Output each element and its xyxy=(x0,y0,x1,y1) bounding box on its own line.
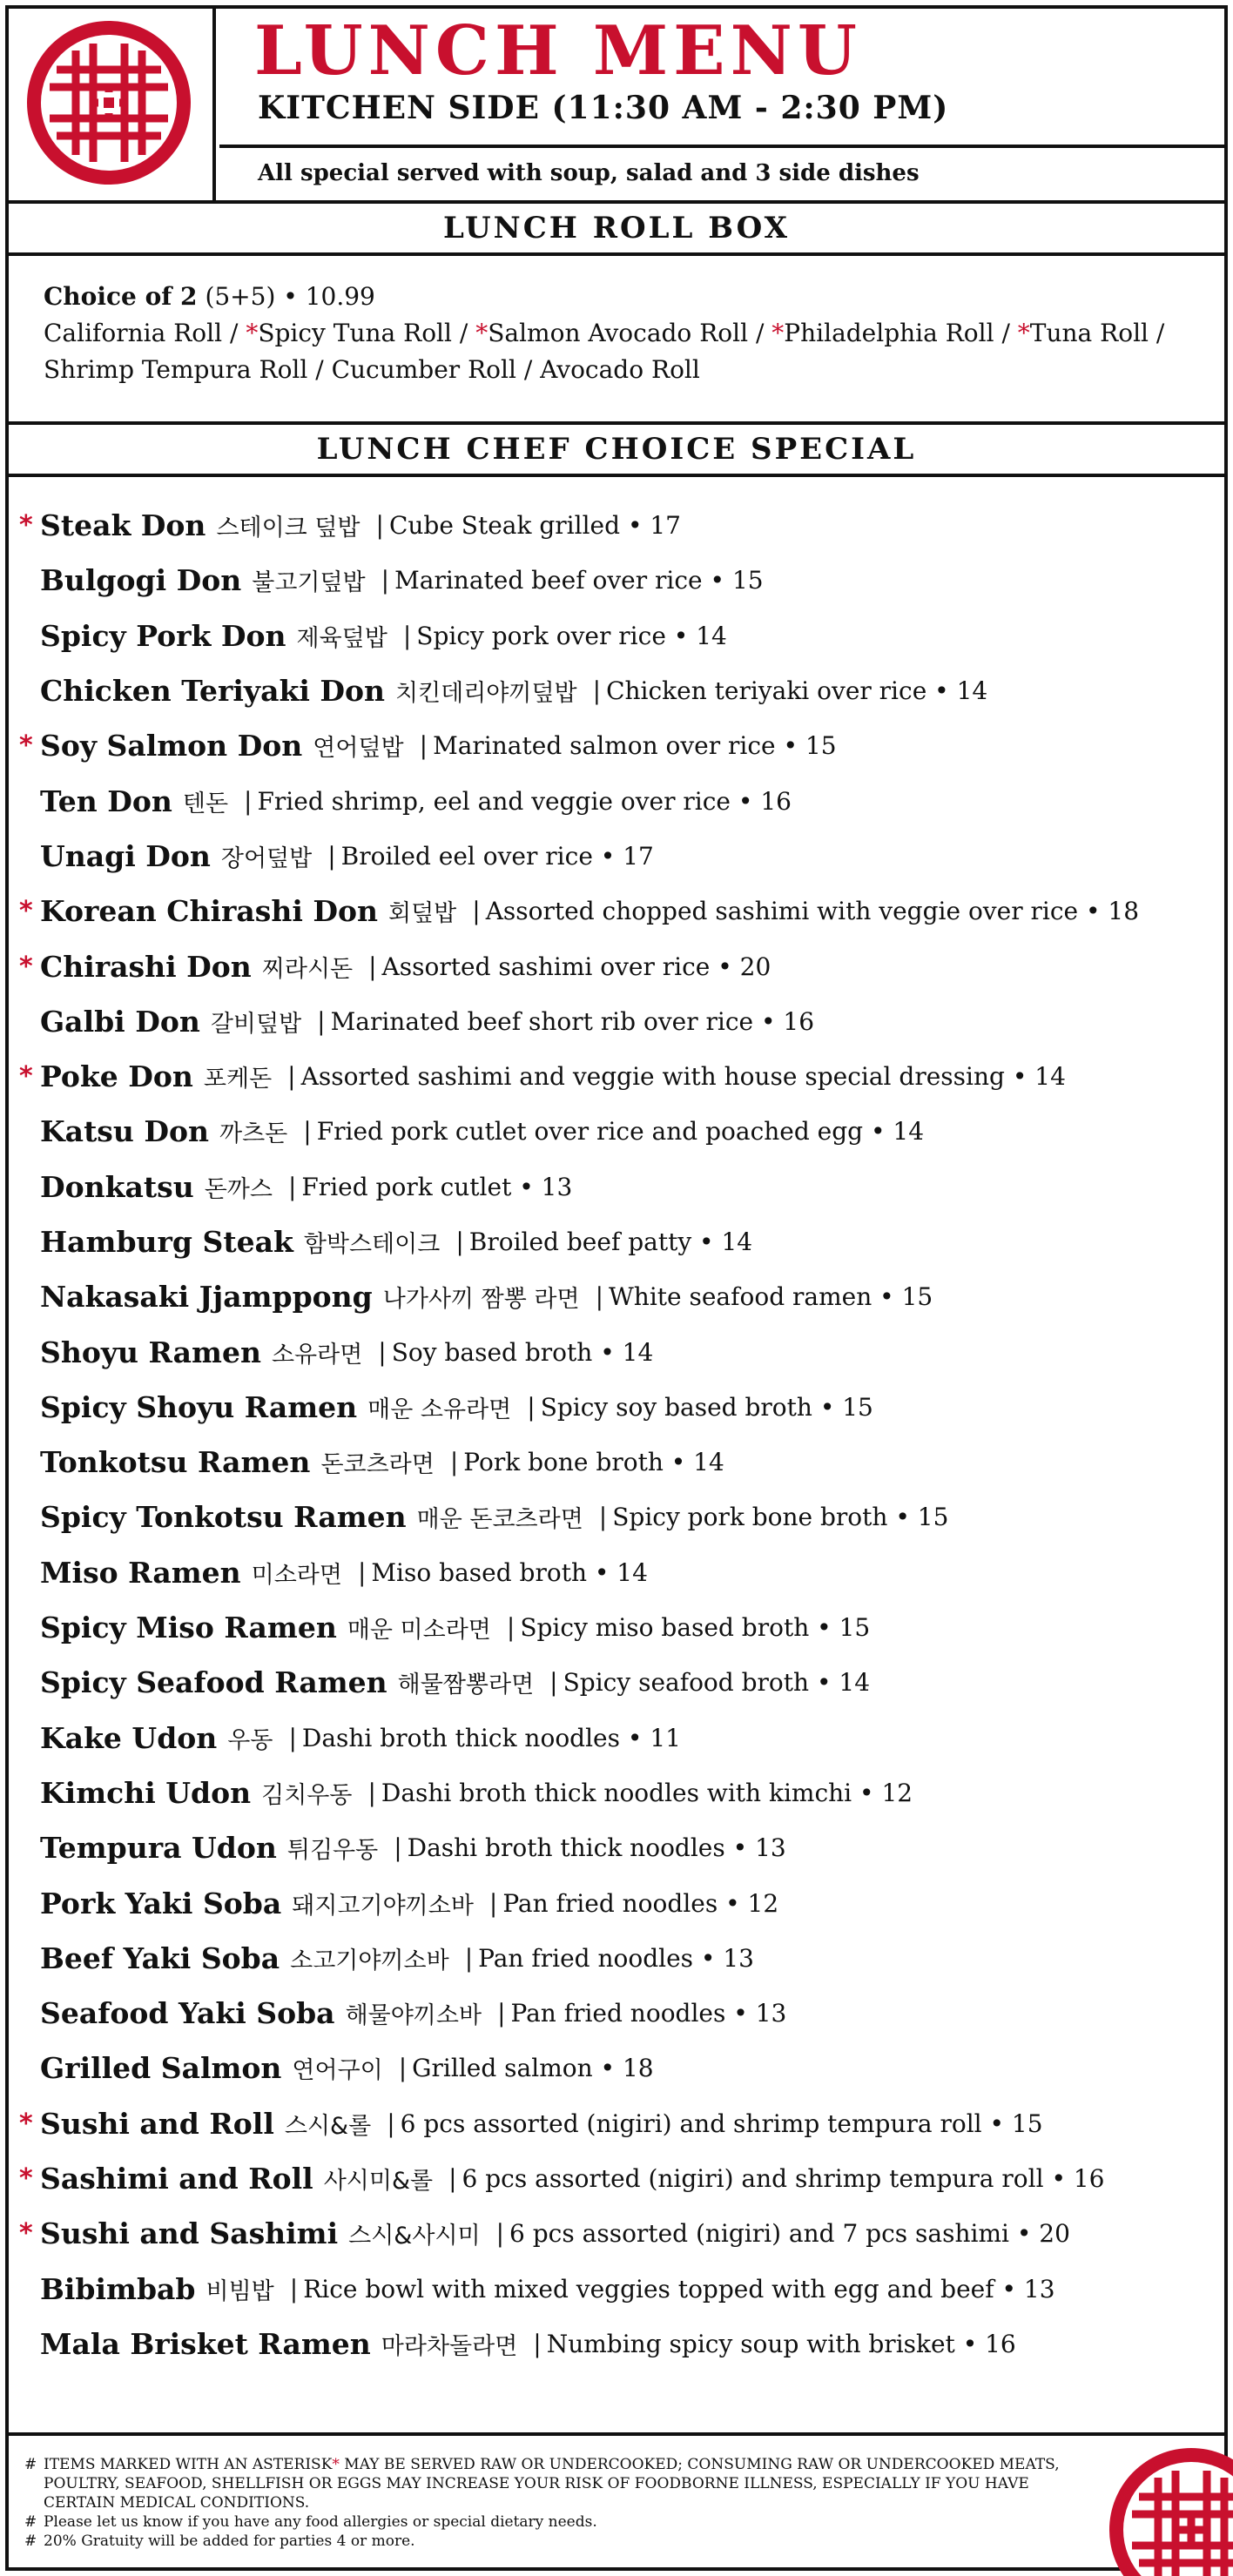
menu-item xyxy=(19,2151,1221,2206)
menu-item-description-text: Spicy soy based broth • 15 xyxy=(540,1392,873,1422)
roll-option xyxy=(1018,319,1149,347)
menu-item xyxy=(19,1820,1221,1875)
footer-gratuity xyxy=(24,2532,1061,2551)
menu-item-name: Mala Brisket Ramen xyxy=(40,2326,371,2361)
menu-item-name: Nakasaki Jjamppong xyxy=(40,1280,373,1315)
menu-item-description-text: 6 pcs assorted (nigiri) and 7 pcs sashimi • 20 xyxy=(509,2219,1070,2249)
menu-item-description: | Numbing spicy soup with brisket • 16 xyxy=(533,2329,1016,2358)
menu-item-korean-name: 마라차돌라면 xyxy=(381,2332,518,2360)
menu-item-description: | Spicy pork over rice • 14 xyxy=(402,621,727,650)
raw-asterisk: * xyxy=(19,896,33,927)
menu-item-name: Kimchi Udon xyxy=(40,1775,252,1810)
menu-item-name: Tempura Udon xyxy=(40,1831,277,1866)
menu-item-name: Grilled Salmon xyxy=(40,2051,282,2086)
menu-item-name: Shoyu Ramen xyxy=(40,1335,261,1369)
menu-item-korean-name: 장어덮밥 xyxy=(220,844,313,872)
menu-item-korean-name: 회덮밥 xyxy=(388,900,457,928)
menu-item-description-text: Pan fried noodles • 13 xyxy=(478,1943,754,1973)
roll-name: Spicy Tuna Roll xyxy=(258,319,452,347)
menu-item-description-text: Grilled salmon • 18 xyxy=(412,2054,654,2083)
menu-item-name: Spicy Shoyu Ramen xyxy=(40,1389,358,1424)
menu-item-description: | Dashi broth thick noodles • 11 xyxy=(288,1723,681,1752)
menu-item-korean-name: 튀김우동 xyxy=(286,1837,379,1865)
menu-item-description-text: Marinated salmon over rice • 15 xyxy=(433,731,837,761)
menu-item-name: Katsu Don xyxy=(40,1114,209,1149)
roll-name: Shrimp Tempura Roll xyxy=(44,355,308,384)
menu-item-description-text: Pan fried noodles • 13 xyxy=(510,1999,787,2028)
menu-item-name: Soy Salmon Don xyxy=(40,729,303,763)
menu-item-description: | Pan fried noodles • 13 xyxy=(497,1999,787,2028)
raw-asterisk: * xyxy=(19,730,33,762)
menu-item-name: Galbi Don xyxy=(40,1004,200,1039)
menu-item-description: | Cube Steak grilled • 17 xyxy=(375,511,681,541)
footer-bullet: # xyxy=(24,2532,37,2550)
menu-item-korean-name: 까츠돈 xyxy=(219,1120,288,1148)
roll-name: Cucumber Roll xyxy=(331,355,516,384)
menu-item-description-text: Spicy pork over rice • 14 xyxy=(416,621,727,650)
menu-item-description: | Spicy pork bone broth • 15 xyxy=(598,1503,949,1532)
menu-item-description-text: Broiled eel over rice • 17 xyxy=(340,841,654,871)
roll-box-content xyxy=(44,279,1193,388)
menu-item-description-text: Dashi broth thick noodles • 13 xyxy=(407,1833,786,1863)
menu-item xyxy=(19,663,1221,718)
allergy-note: Please let us know if you have any food allergies or special dietary needs. xyxy=(44,2513,597,2531)
menu-item-name: Miso Ramen xyxy=(40,1555,241,1590)
menu-item xyxy=(19,1655,1221,1710)
menu-item-description-text: 6 pcs assorted (nigiri) and shrimp tempura roll • 15 xyxy=(400,2109,1043,2138)
menu-item xyxy=(19,1214,1221,1269)
roll-option xyxy=(475,319,748,347)
menu-item-description-text: Pork bone broth • 14 xyxy=(463,1448,724,1477)
menu-item-name: Kake Udon xyxy=(40,1720,218,1755)
menu-item-name: Sashimi and Roll xyxy=(40,2162,313,2196)
menu-item xyxy=(19,1049,1221,1104)
roll-option xyxy=(332,355,516,384)
menu-item-name: Chirashi Don xyxy=(40,949,252,984)
red-circular-lattice-logo-icon xyxy=(22,16,196,190)
menu-item-description-text: Spicy pork bone broth • 15 xyxy=(612,1503,949,1532)
footer-bullet: # xyxy=(24,2513,37,2531)
menu-item xyxy=(19,609,1221,663)
roll-name: Philadelphia Roll xyxy=(784,319,994,347)
roll-name: California Roll xyxy=(44,319,223,347)
menu-item-description-text: Spicy seafood broth • 14 xyxy=(563,1668,871,1698)
menu-item-description: | Assorted sashimi over rice • 20 xyxy=(368,952,771,981)
menu-item-name: Ten Don xyxy=(40,784,172,818)
menu-item-description: | 6 pcs assorted (nigiri) and 7 pcs sashimi • 20 xyxy=(495,2219,1070,2249)
menu-item-name: Pork Yaki Soba xyxy=(40,1886,282,1920)
menu-item xyxy=(19,2262,1221,2317)
footer-notes xyxy=(24,2455,1061,2551)
menu-item-description-text: Numbing spicy soup with brisket • 16 xyxy=(546,2329,1016,2358)
menu-item xyxy=(19,938,1221,993)
roll-name: Tuna Roll xyxy=(1029,319,1149,347)
raw-asterisk: * xyxy=(771,319,785,347)
menu-item-description: | Marinated salmon over rice • 15 xyxy=(419,731,837,761)
warning-text-start: ITEMS MARKED WITH AN ASTERISK xyxy=(44,2456,333,2473)
menu-item xyxy=(19,498,1221,553)
menu-item-korean-name: 김치우동 xyxy=(261,1781,353,1809)
footer-warning xyxy=(24,2455,1061,2512)
raw-asterisk: * xyxy=(19,2163,33,2195)
menu-item xyxy=(19,1380,1221,1435)
menu-item-korean-name: 텐돈 xyxy=(182,790,229,817)
menu-item-description-text: Dashi broth thick noodles • 11 xyxy=(301,1723,681,1752)
menu-item xyxy=(19,2096,1221,2151)
menu-item xyxy=(19,829,1221,884)
menu-item-description-text: Cube Steak grilled • 17 xyxy=(388,511,681,541)
raw-food-warning xyxy=(44,2455,1061,2512)
menu-item-description-text: Dashi broth thick noodles with kimchi • 12 xyxy=(381,1778,913,1807)
menu-item-korean-name: 우동 xyxy=(227,1726,273,1754)
roll-option xyxy=(540,355,700,384)
raw-asterisk: * xyxy=(19,2218,33,2250)
header-divider xyxy=(219,145,1228,148)
menu-item-description-text: Broiled beef patty • 14 xyxy=(468,1227,753,1256)
raw-asterisk: * xyxy=(19,951,33,982)
menu-item-description: | Assorted chopped sashimi with veggie over rice • 18 xyxy=(472,897,1140,926)
roll-name: Salmon Avocado Roll xyxy=(488,319,749,347)
menu-item xyxy=(19,1766,1221,1820)
menu-item xyxy=(19,1875,1221,1930)
menu-item-name: Bulgogi Don xyxy=(40,563,242,598)
menu-item-name: Sushi and Sashimi xyxy=(40,2216,339,2251)
menu-item-description-text: Assorted sashimi over rice • 20 xyxy=(381,952,771,981)
footer-divider xyxy=(5,2432,1228,2436)
footer-bullet: # xyxy=(24,2456,37,2473)
raw-asterisk: * xyxy=(19,1061,33,1093)
menu-subtitle-hours: KITCHEN SIDE (11:30 AM - 2:30 PM) xyxy=(258,90,949,126)
menu-item xyxy=(19,884,1221,938)
menu-item-description-text: Pan fried noodles • 12 xyxy=(502,1888,779,1918)
menu-item-name: Spicy Seafood Ramen xyxy=(40,1665,387,1700)
logo-box xyxy=(5,5,216,200)
menu-item-korean-name: 제육덮밥 xyxy=(296,624,387,652)
gratuity-note: 20% Gratuity will be added for parties 4 or more. xyxy=(44,2532,415,2550)
header-note: All special served with soup, salad and 3 side dishes xyxy=(258,160,920,186)
menu-item-description-text: Marinated beef short rib over rice • 16 xyxy=(330,1006,815,1036)
menu-item-korean-name: 소고기야끼소바 xyxy=(290,1947,449,1974)
menu-item-description: | Fried shrimp, eel and veggie over rice • 16 xyxy=(244,786,792,816)
raw-asterisk: * xyxy=(19,2108,33,2139)
menu-item xyxy=(19,2317,1221,2371)
menu-item-description-text: Soy based broth • 14 xyxy=(391,1337,654,1367)
raw-asterisk: * xyxy=(19,510,33,541)
menu-item xyxy=(19,994,1221,1049)
menu-item-korean-name: 함박스테이크 xyxy=(303,1231,441,1258)
menu-item-description: | Dashi broth thick noodles • 13 xyxy=(394,1833,786,1863)
warning-text-end: MAY BE SERVED RAW OR UNDERCOOKED; CONSUMING RAW OR UNDERCOOKED MEATS, POULTRY, SEAFOOD, SHELLFISH OR EGGS MAY INCREASE YOUR RISK OF FOODBORNE ILLNESS, ESPECIALLY IF YOU HAVE CERTAIN MEDICAL CONDITIONS. xyxy=(44,2456,1060,2512)
menu-item-korean-name: 갈비덮밥 xyxy=(210,1010,302,1038)
menu-item-name: Tonkotsu Ramen xyxy=(40,1445,311,1480)
menu-item-name: Chicken Teriyaki Don xyxy=(40,674,385,709)
menu-item-korean-name: 사시미&롤 xyxy=(323,2168,434,2196)
menu-item-korean-name: 비빔밥 xyxy=(206,2277,274,2305)
menu-item xyxy=(19,1324,1221,1379)
menu-item-name: Donkatsu xyxy=(40,1169,194,1204)
menu-item-name: Unagi Don xyxy=(40,838,211,873)
roll-option xyxy=(246,319,452,347)
menu-item xyxy=(19,1160,1221,1214)
menu-item-description: | Pan fried noodles • 12 xyxy=(488,1888,779,1918)
menu-item-description-text: Assorted sashimi and veggie with house special dressing • 14 xyxy=(300,1062,1066,1092)
menu-item-description: | Marinated beef short rib over rice • 16 xyxy=(317,1006,815,1036)
menu-item-description-text: Miso based broth • 14 xyxy=(371,1557,648,1587)
menu-item xyxy=(19,1931,1221,1986)
menu-item-description: | Broiled eel over rice • 17 xyxy=(327,841,654,871)
chef-special-section-title: LUNCH CHEF CHOICE SPECIAL xyxy=(5,425,1228,477)
menu-item-korean-name: 치킨데리야끼덮밥 xyxy=(394,680,577,708)
menu-item-description: | Fried pork cutlet • 13 xyxy=(287,1172,573,1201)
menu-item-korean-name: 해물야끼소바 xyxy=(345,2002,482,2030)
menu-item-description-text: Rice bowl with mixed veggies topped with egg and beef • 13 xyxy=(303,2274,1055,2304)
menu-item-korean-name: 스시&사시미 xyxy=(348,2223,481,2250)
menu-item-description: | Assorted sashimi and veggie with house special dressing • 14 xyxy=(287,1062,1066,1092)
menu-item-description: | Dashi broth thick noodles with kimchi • 12 xyxy=(367,1778,913,1807)
menu-item-description: | 6 pcs assorted (nigiri) and shrimp tempura roll • 16 xyxy=(448,2164,1105,2194)
menu-item-description: | Grilled salmon • 18 xyxy=(398,2054,654,2083)
menu-item-name: Spicy Tonkotsu Ramen xyxy=(40,1500,407,1535)
menu-item-name: Poke Don xyxy=(40,1059,193,1094)
menu-item-description: | Spicy seafood broth • 14 xyxy=(549,1668,871,1698)
menu-item-korean-name: 포케돈 xyxy=(203,1066,273,1093)
menu-item-description: | 6 pcs assorted (nigiri) and shrimp tempura roll • 15 xyxy=(387,2109,1043,2138)
menu-item-description-text: Chicken teriyaki over rice • 14 xyxy=(606,676,988,706)
menu-item-description: | Pan fried noodles • 13 xyxy=(464,1943,754,1973)
roll-box-choice-detail: (5+5) • 10.99 xyxy=(205,282,375,311)
menu-item-description: | Fried pork cutlet over rice and poached egg • 14 xyxy=(303,1117,925,1147)
menu-item xyxy=(19,1711,1221,1766)
menu-item-description-text: Fried pork cutlet • 13 xyxy=(301,1172,573,1201)
menu-item-korean-name: 나가사끼 짬뽕 라면 xyxy=(382,1286,580,1314)
menu-item-korean-name: 연어덮밥 xyxy=(313,735,404,763)
menu-item-korean-name: 돈코츠라면 xyxy=(320,1451,435,1479)
menu-item-description-text: Fried shrimp, eel and veggie over rice • 16 xyxy=(257,786,792,816)
menu-item xyxy=(19,1545,1221,1600)
raw-asterisk: * xyxy=(246,319,259,347)
raw-asterisk: * xyxy=(1017,319,1030,347)
menu-item-name: Steak Don xyxy=(40,508,206,543)
menu-item-description-text: Fried pork cutlet over rice and poached egg • 14 xyxy=(316,1117,925,1147)
menu-item-name: Bibimbab xyxy=(40,2271,196,2306)
roll-option xyxy=(771,319,994,347)
menu-item-description: | Broiled beef patty • 14 xyxy=(455,1227,753,1256)
menu-item-name: Spicy Miso Ramen xyxy=(40,1611,337,1645)
raw-asterisk: * xyxy=(475,319,488,347)
menu-item-korean-name: 매운 돈코츠라면 xyxy=(416,1506,583,1534)
menu-item-description: | Miso based broth • 14 xyxy=(357,1557,648,1587)
menu-item-korean-name: 돼지고기야끼소바 xyxy=(292,1892,474,1920)
menu-item-description: | Soy based broth • 14 xyxy=(378,1337,654,1367)
menu-item xyxy=(19,2041,1221,2095)
menu-item-korean-name: 스테이크 덮밥 xyxy=(216,515,360,542)
roll-option xyxy=(44,355,307,384)
menu-item xyxy=(19,773,1221,828)
footer-logo xyxy=(1104,2443,1233,2576)
menu-title: LUNCH MENU xyxy=(254,11,862,91)
menu-item xyxy=(19,1435,1221,1490)
roll-box-choice-label: Choice of 2 xyxy=(44,282,198,311)
menu-item xyxy=(19,1269,1221,1324)
menu-item-description-text: White seafood ramen • 15 xyxy=(609,1282,933,1312)
menu-item xyxy=(19,1490,1221,1544)
roll-option xyxy=(44,319,222,347)
menu-item xyxy=(19,1986,1221,2041)
menu-item-description: | Marinated beef over rice • 15 xyxy=(381,566,764,595)
menu-item-name: Beef Yaki Soba xyxy=(40,1940,280,1975)
menu-item xyxy=(19,718,1221,773)
warning-asterisk: * xyxy=(332,2456,340,2473)
menu-item-name: Korean Chirashi Don xyxy=(40,894,378,929)
menu-item-description: | White seafood ramen • 15 xyxy=(595,1282,933,1312)
menu-item xyxy=(19,2206,1221,2261)
menu-item-korean-name: 매운 미소라면 xyxy=(347,1617,491,1644)
menu-item-korean-name: 연어구이 xyxy=(292,2057,383,2085)
menu-item-description-text: Marinated beef over rice • 15 xyxy=(394,566,764,595)
menu-item xyxy=(19,1104,1221,1159)
menu-item-description-text: 6 pcs assorted (nigiri) and shrimp tempura roll • 16 xyxy=(462,2164,1105,2194)
roll-name: Avocado Roll xyxy=(540,355,700,384)
menu-item-korean-name: 해물짬뽕라면 xyxy=(397,1671,535,1699)
menu-item-korean-name: 돈까스 xyxy=(204,1175,273,1203)
menu-header xyxy=(5,5,1228,204)
menu-item-description: | Chicken teriyaki over rice • 14 xyxy=(592,676,988,706)
menu-item-name: Spicy Pork Don xyxy=(40,618,286,653)
menu-item-korean-name: 찌라시돈 xyxy=(261,955,354,983)
red-circular-lattice-logo-icon xyxy=(1104,2443,1233,2576)
roll-list: California Roll / *Spicy Tuna Roll / *Salmon Avocado Roll / *Philadelphia Roll / *Tuna Roll / Shrimp Tempura Roll / Cucumber Roll / Avocado Roll xyxy=(44,319,1165,384)
menu-item-description-text: Spicy miso based broth • 15 xyxy=(520,1613,871,1643)
menu-item xyxy=(19,1600,1221,1655)
menu-item-korean-name: 매운 소유라면 xyxy=(367,1396,512,1423)
menu-item-korean-name: 소유라면 xyxy=(271,1341,363,1369)
menu-item-description: | Rice bowl with mixed veggies topped with egg and beef • 13 xyxy=(289,2274,1055,2304)
menu-item-name: Sushi and Roll xyxy=(40,2106,274,2141)
roll-box-section-title: LUNCH ROLL BOX xyxy=(5,204,1228,256)
menu-item-description: | Pork bone broth • 14 xyxy=(449,1448,724,1477)
menu-item-korean-name: 미소라면 xyxy=(251,1561,342,1589)
menu-item-name: Seafood Yaki Soba xyxy=(40,1996,335,2031)
footer-allergy xyxy=(24,2512,1061,2532)
chef-special-list xyxy=(19,498,1221,2371)
menu-item-description: | Spicy soy based broth • 15 xyxy=(527,1392,873,1422)
menu-item-korean-name: 불고기덮밥 xyxy=(252,569,366,597)
menu-item-description-text: Assorted chopped sashimi with veggie over rice • 18 xyxy=(485,897,1140,926)
menu-item-name: Hamburg Steak xyxy=(40,1225,293,1259)
menu-item-description: | Spicy miso based broth • 15 xyxy=(506,1613,871,1643)
menu-item-korean-name: 스시&롤 xyxy=(284,2112,372,2140)
menu-item xyxy=(19,553,1221,608)
